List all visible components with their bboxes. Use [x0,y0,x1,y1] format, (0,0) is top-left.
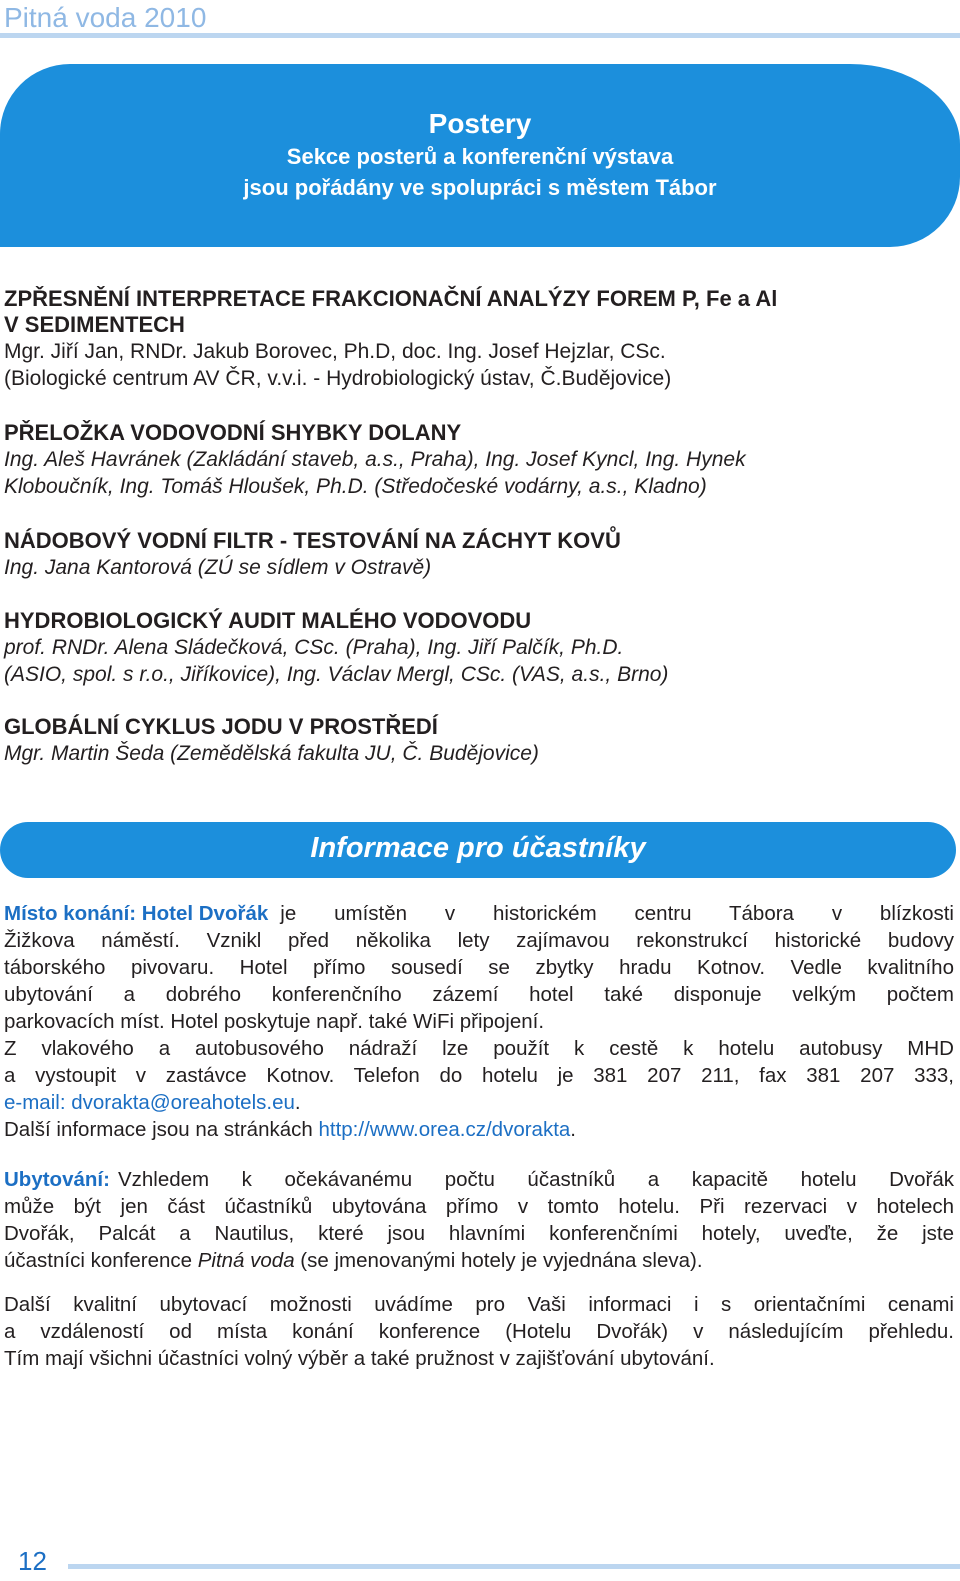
venue-line: táborského pivovaru. Hotel přímo sousedí se zbytky hradu Kotnov. Vedle kvalitního [4,956,954,979]
venue-line: Žižkova náměstí. Vznikl před několika lety zajímavou rekonstrukcí historické budovy [4,929,954,952]
poster-authors: Mgr. Jiří Jan, RNDr. Jakub Borovec, Ph.D, doc. Ing. Josef Hejzlar, CSc. [4,340,666,363]
lodging-line: může být jen část účastníků ubytována přímo v tomto hotelu. Při rezervaci v hotelech [4,1195,954,1218]
poster-authors: Mgr. Martin Šeda (Zemědělská fakulta JU, Č. Budějovice) [4,742,539,765]
banner-subtitle-line1: Sekce posterů a konferenční výstava [286,144,674,169]
lodging-line4-pre: účastníci konference [4,1249,198,1272]
poster-authors: Ing. Jana Kantorová (ZÚ se sídlem v Ostravě) [4,556,432,579]
poster-authors: Ing. Aleš Havránek (Zakládání staveb, a.s., Praha), Ing. Josef Kyncl, Ing. Hynek [4,448,746,471]
venue-label: Místo konání: Hotel Dvořák [4,902,269,925]
poster-title: ZPŘESNĚNÍ INTERPRETACE FRAKCIONAČNÍ ANALÝZY FOREM P, Fe a Al [4,286,778,311]
web-link[interactable]: http://www.orea.cz/dvorakta [318,1118,571,1141]
page-number: 12 [18,1546,47,1576]
lodging-line: Dvořák, Palcát a Nautilus, které jsou hlavními konferenčními hotely, uveďte, že jste [4,1222,954,1245]
venue-line: a vystoupit v zastávce Kotnov. Telefon do hotelu je 381 207 211, fax 381 207 333, [4,1064,954,1087]
venue-line1-rest [268,900,954,927]
poster-authors: prof. RNDr. Alena Sládečková, CSc. (Praha), Ing. Jiří Palčík, Ph.D. [4,636,624,659]
email-suffix: . [294,1091,301,1114]
banner-title: Postery [428,108,532,139]
footer-rule [68,1564,960,1569]
running-title: Pitná voda 2010 [4,2,207,33]
web-line [4,1116,954,1143]
poster-title: NÁDOBOVÝ VODNÍ FILTR - TESTOVÁNÍ NA ZÁCHYT KOVŮ [4,528,621,553]
lodging-line1-rest: Vzhledem k očekávanému počtu účastníků a kapacitě hotelu Dvořák [117,1168,954,1191]
venue-text: je umístěn v historickém centru Tábora v blízkosti [280,902,954,925]
poster-title: HYDROBIOLOGICKÝ AUDIT MALÉHO VODOVODU [4,608,532,633]
page-header [0,0,960,40]
venue-line [4,900,954,927]
venue-paragraph [4,900,954,1143]
conference-name: Pitná voda [197,1249,295,1272]
poster-authors: (ASIO, spol. s r.o., Jiříkovice), Ing. Václav Mergl, CSc. (VAS, a.s., Brno) [4,663,669,686]
poster-entry [4,528,954,581]
lodging-label: Ubytování: [4,1168,110,1191]
poster-title: GLOBÁLNÍ CYKLUS JODU V PROSTŘEDÍ [4,714,438,739]
poster-entry [4,420,954,500]
info-banner [0,822,956,878]
banner-subtitle-line2: jsou pořádány ve spolupráci s městem Tábor [243,175,717,200]
poster-title: V SEDIMENTECH [4,312,185,337]
lodging-line4-post: (se jmenovanými hotely je vyjednána sleva). [294,1249,703,1272]
email-link[interactable]: e-mail: dvorakta@oreahotels.eu [4,1091,295,1114]
poster-entry [4,286,954,392]
venue-line: Z vlakového a autobusového nádraží lze použít k cestě k hotelu autobusy MHD [4,1037,954,1060]
poster-entry [4,608,954,688]
header-rule [0,33,960,38]
venue-line: ubytování a dobrého konferenčního zázemí hotel také disponuje velkým počtem [4,983,954,1006]
posters-banner [0,64,960,247]
email-line [4,1089,954,1116]
more-line: a vzdáleností od místa konání konference (Hotelu Dvořák) v následujícím přehledu. [4,1320,954,1343]
web-suffix: . [570,1118,576,1141]
info-title: Informace pro účastníky [310,832,646,864]
poster-authors: (Biologické centrum AV ČR, v.v.i. - Hydrobiologický ústav, Č.Budějovice) [4,367,672,390]
lodging-line [4,1166,954,1193]
more-line: Další kvalitní ubytovací možnosti uvádíme pro Vaši informaci i s orientačními cenami [4,1293,954,1316]
more-line: Tím mají všichni účastníci volný výběr a také pružnost v zajišťování ubytování. [4,1347,715,1370]
poster-entry [4,714,954,767]
poster-title: PŘELOŽKA VODOVODNÍ SHYBKY DOLANY [4,420,462,445]
venue-line: parkovacích míst. Hotel poskytuje např. také WiFi připojení. [4,1010,545,1033]
poster-authors: Kloboučník, Ing. Tomáš Hloušek, Ph.D. (Středočeské vodárny, a.s., Kladno) [4,475,707,498]
lodging-line [4,1247,954,1274]
more-options-paragraph [4,1291,954,1372]
lodging-paragraph [4,1166,954,1274]
web-prefix: Další informace jsou na stránkách [4,1118,319,1141]
